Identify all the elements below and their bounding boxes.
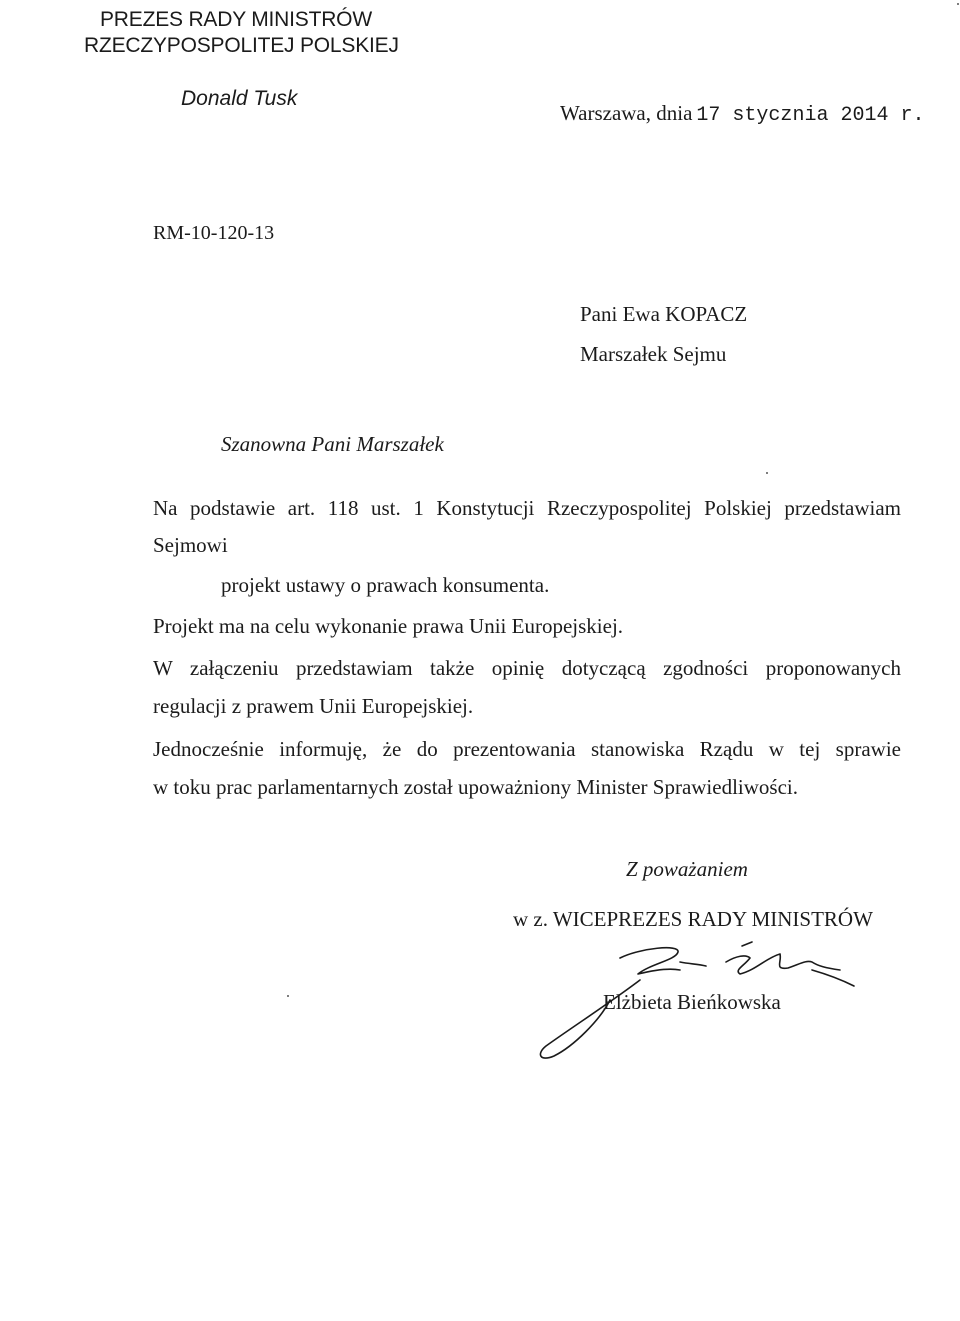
body-paragraph2: Projekt ma na celu wykonanie prawa Unii Europejskiej. <box>153 614 624 638</box>
signature-stroke <box>742 942 752 946</box>
signer-name: Elżbieta Bieńkowska <box>603 990 781 1014</box>
body-paragraph4-line2: w toku prac parlamentarnych został upoważniony Minister Sprawiedliwości. <box>153 775 798 799</box>
signature-stroke <box>620 948 680 974</box>
letterhead-line1: PREZES RADY MINISTRÓW <box>100 8 372 31</box>
date-value: 17 stycznia 2014 r. <box>696 104 925 127</box>
body-paragraph1-line1: Na podstawie art. 118 ust. 1 Konstytucji Rzeczypospolitej Polskiej przedstawiam <box>153 496 901 520</box>
date-line <box>560 101 924 127</box>
body-paragraph3-line1: W załączeniu przedstawiam także opinię dotyczącą zgodności proponowanych <box>153 656 901 680</box>
closing-regards: Z poważaniem <box>626 857 748 881</box>
body-project-title: projekt ustawy o prawach konsumenta. <box>221 573 550 597</box>
addressee-name: Pani Ewa KOPACZ <box>580 302 748 326</box>
body-paragraph4-line1: Jednocześnie informuję, że do prezentowania stanowiska Rządu w tej sprawie <box>153 737 901 761</box>
letterhead-line2: RZECZYPOSPOLITEJ POLSKIEJ <box>84 34 399 57</box>
date-place: Warszawa, dnia <box>560 101 693 125</box>
signature-stroke <box>812 970 854 986</box>
reference-number: RM-10-120-13 <box>153 222 275 244</box>
scan-speck <box>766 472 768 474</box>
scan-speck <box>287 995 289 997</box>
salutation: Szanowna Pani Marszałek <box>221 432 444 456</box>
closing-on-behalf: w z. WICEPREZES RADY MINISTRÓW <box>513 907 873 931</box>
signature-stroke <box>726 954 840 974</box>
scan-speck <box>957 3 959 5</box>
body-paragraph3-line2: regulacji z prawem Unii Europejskiej. <box>153 694 474 718</box>
body-paragraph1-line2: Sejmowi <box>153 533 228 557</box>
addressee-title: Marszałek Sejmu <box>580 342 727 366</box>
signature-stroke <box>680 962 706 966</box>
letterhead-author: Donald Tusk <box>181 87 298 110</box>
